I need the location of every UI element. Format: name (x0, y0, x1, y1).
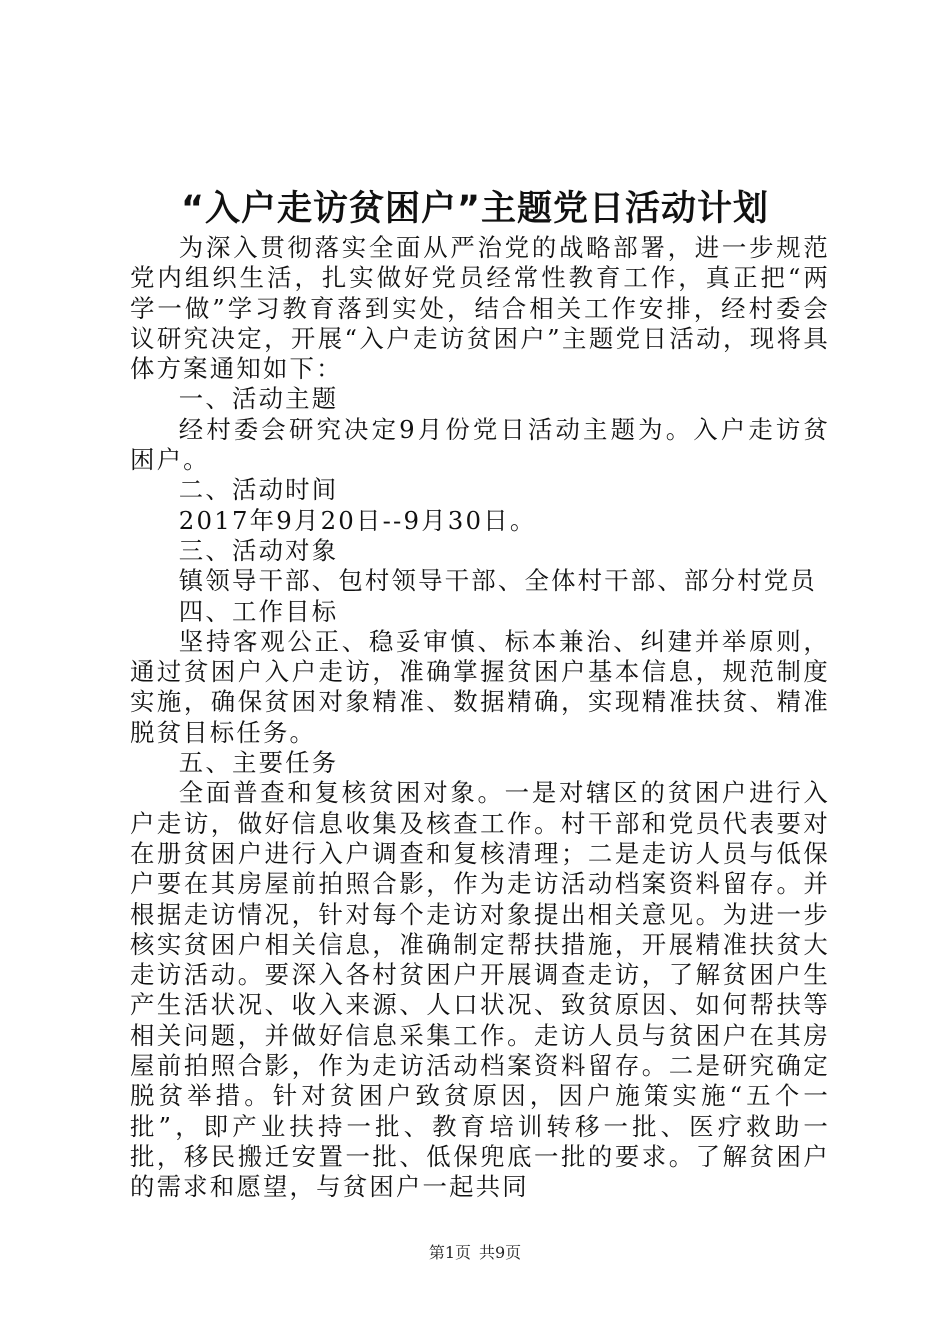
target-paragraph: 镇领导干部、包村领导干部、全体村干部、部分村党员 (178, 566, 817, 596)
page-number: 第1页 (428, 1243, 471, 1262)
tasks-paragraph: 全面普查和复核贫困对象。一是对辖区的贫困户进行入户走访，做好信息收集及核查工作。村干部和党员代表要对在册贫困户进行入户调查和复核清理；二是走访人员与低保户要在其房屋前拍照合影，作为走访活动档案资料留存。并根据走访情况，针对每个走访对象提出相关意见。为进一步核实贫困户相关信息，准确制定帮扶措施，开展精准扶贫大走访活动。要深入各村贫困户开展调查走访，了解贫困户生产生活状况、收入来源、人口状况、致贫原因、如何帮扶等相关问题，并做好信息采集工作。走访人员与贫困户在其房屋前拍照合影，作为走访活动档案资料留存。二是研究确定脱贫举措。针对贫困户致贫原因，因户施策实施“五个一批”，即产业扶持一批、教育培训转移一批、医疗救助一批，移民搬迁安置一批、低保兜底一批的要求。了解贫困户的需求和愿望，与贫困户一起共同 (130, 778, 830, 1202)
section-heading-goal: 四、工作目标 (178, 596, 339, 626)
time-paragraph: 2017年9月20日--9月30日。 (178, 505, 537, 535)
page-footer (0, 1241, 950, 1265)
theme-paragraph: 经村委会研究决定9月份党日活动主题为。入户走访贫困户。 (130, 414, 830, 475)
page-total: 共9页 (479, 1243, 522, 1262)
section-heading-theme: 一、活动主题 (178, 384, 339, 414)
section-heading-tasks: 五、主要任务 (178, 748, 339, 778)
section-heading-target: 三、活动对象 (178, 535, 339, 565)
goal-paragraph: 坚持客观公正、稳妥审慎、标本兼治、纠建并举原则，通过贫困户入户走访，准确掌握贫困户基本信息，规范制度实施，确保贫困对象精准、数据精确，实现精准扶贫、精准脱贫目标任务。 (130, 626, 830, 747)
section-heading-time: 二、活动时间 (178, 475, 339, 505)
document-title: “入户走访贫困户”主题党日活动计划 (180, 189, 769, 229)
intro-paragraph: 为深入贯彻落实全面从严治党的战略部署，进一步规范党内组织生活，扎实做好党员经常性教育工作，真正把“两学一做”学习教育落到实处，结合相关工作安排，经村委会议研究决定，开展“入户走访贫困户”主题党日活动，现将具体方案通知如下： (130, 233, 830, 384)
document-body (130, 233, 830, 1203)
